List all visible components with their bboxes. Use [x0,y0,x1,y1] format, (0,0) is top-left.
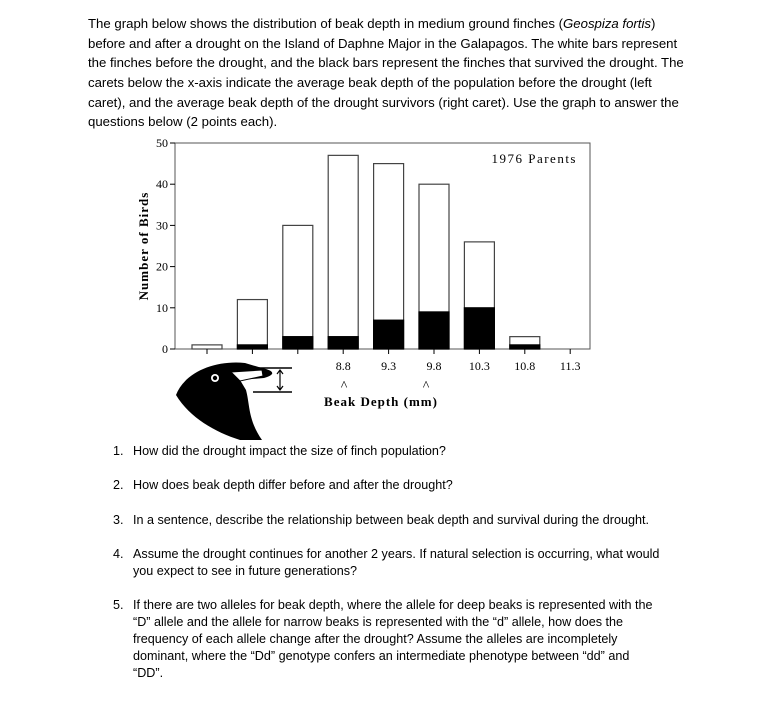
question-text: you expect to see in future generations? [133,564,358,578]
question-text: How does beak depth differ before and after the drought? [133,478,453,492]
bar-before [237,300,267,349]
question-number: 5. [113,598,124,612]
y-tick-label: 10 [156,300,168,315]
caret-before: ^ [340,379,348,394]
intro-line: caret), and the average beak depth of the drought survivors (right caret). Use the graph to answer the [88,94,679,110]
y-tick-label: 20 [156,259,168,274]
intro-line: questions below (2 points each). [88,114,278,130]
y-tick-label: 30 [156,218,168,233]
x-tick-label: 10.8 [514,359,536,373]
y-tick-label: 0 [162,342,168,356]
x-axis-label: Beak Depth (mm) [324,394,438,409]
bar-survivors [464,308,494,349]
x-tick-label: 9.8 [426,359,442,373]
chart-title: 1976 Parents [491,151,577,166]
y-tick-label: 40 [156,177,168,192]
bar-before [283,225,313,349]
bar-survivors [419,312,449,349]
question-text: Assume the drought continues for another 2 years. If natural selection is occurring, what would [133,547,660,561]
finch-head-illustration [176,363,292,440]
question-text: If there are two alleles for beak depth, where the allele for deep beaks is represented with the [133,598,653,612]
bar-survivors [374,320,404,349]
intro-text: The graph below shows the distribution of beak depth in medium ground finches ( [88,16,564,31]
bar-survivors [510,345,540,349]
bar-before [328,155,358,349]
question-number: 1. [113,444,124,458]
question-number: 2. [113,478,124,492]
bar-survivors [283,337,313,349]
x-tick-label: 11.3 [559,359,581,373]
species-name: Geospiza fortis [563,16,651,31]
intro-line: carets below the x-axis indicate the average beak depth of the population before the drought (left [88,75,652,91]
y-axis-label: Number of Birds [136,191,151,301]
question-text: How did the drought impact the size of finch population? [133,444,446,458]
intro-line: before and after a drought on the Island of Daphne Major in the Galapagos. The white bars represent [88,35,678,51]
bar-survivors [328,337,358,349]
x-tick-label: 9.3 [381,359,397,373]
question-text: “DD”. [133,666,164,680]
caret-survivors: ^ [422,379,430,394]
question-number: 4. [113,547,124,561]
question-text: dominant, where the “Dd” genotype confers an intermediate phenotype between “dd” and [133,649,630,663]
x-tick-label: 10.3 [468,359,490,373]
bar-survivors [237,345,267,349]
question-number: 3. [113,513,124,527]
x-tick-label: 8.8 [335,359,351,373]
question-text: In a sentence, describe the relationship between beak depth and survival during the drought. [133,513,649,527]
question-text: frequency of each allele change after the drought? Assume the alleles are incompletely [133,632,618,646]
intro-text: ) [651,16,656,31]
y-tick-label: 50 [156,136,168,150]
bar-before [192,345,222,349]
question-text: “D” allele and the allele for narrow beaks is represented with the “d” allele, how does the [133,615,624,629]
intro-line: the finches before the drought, and the black bars represent the finches that survived the drought. The [88,55,684,71]
